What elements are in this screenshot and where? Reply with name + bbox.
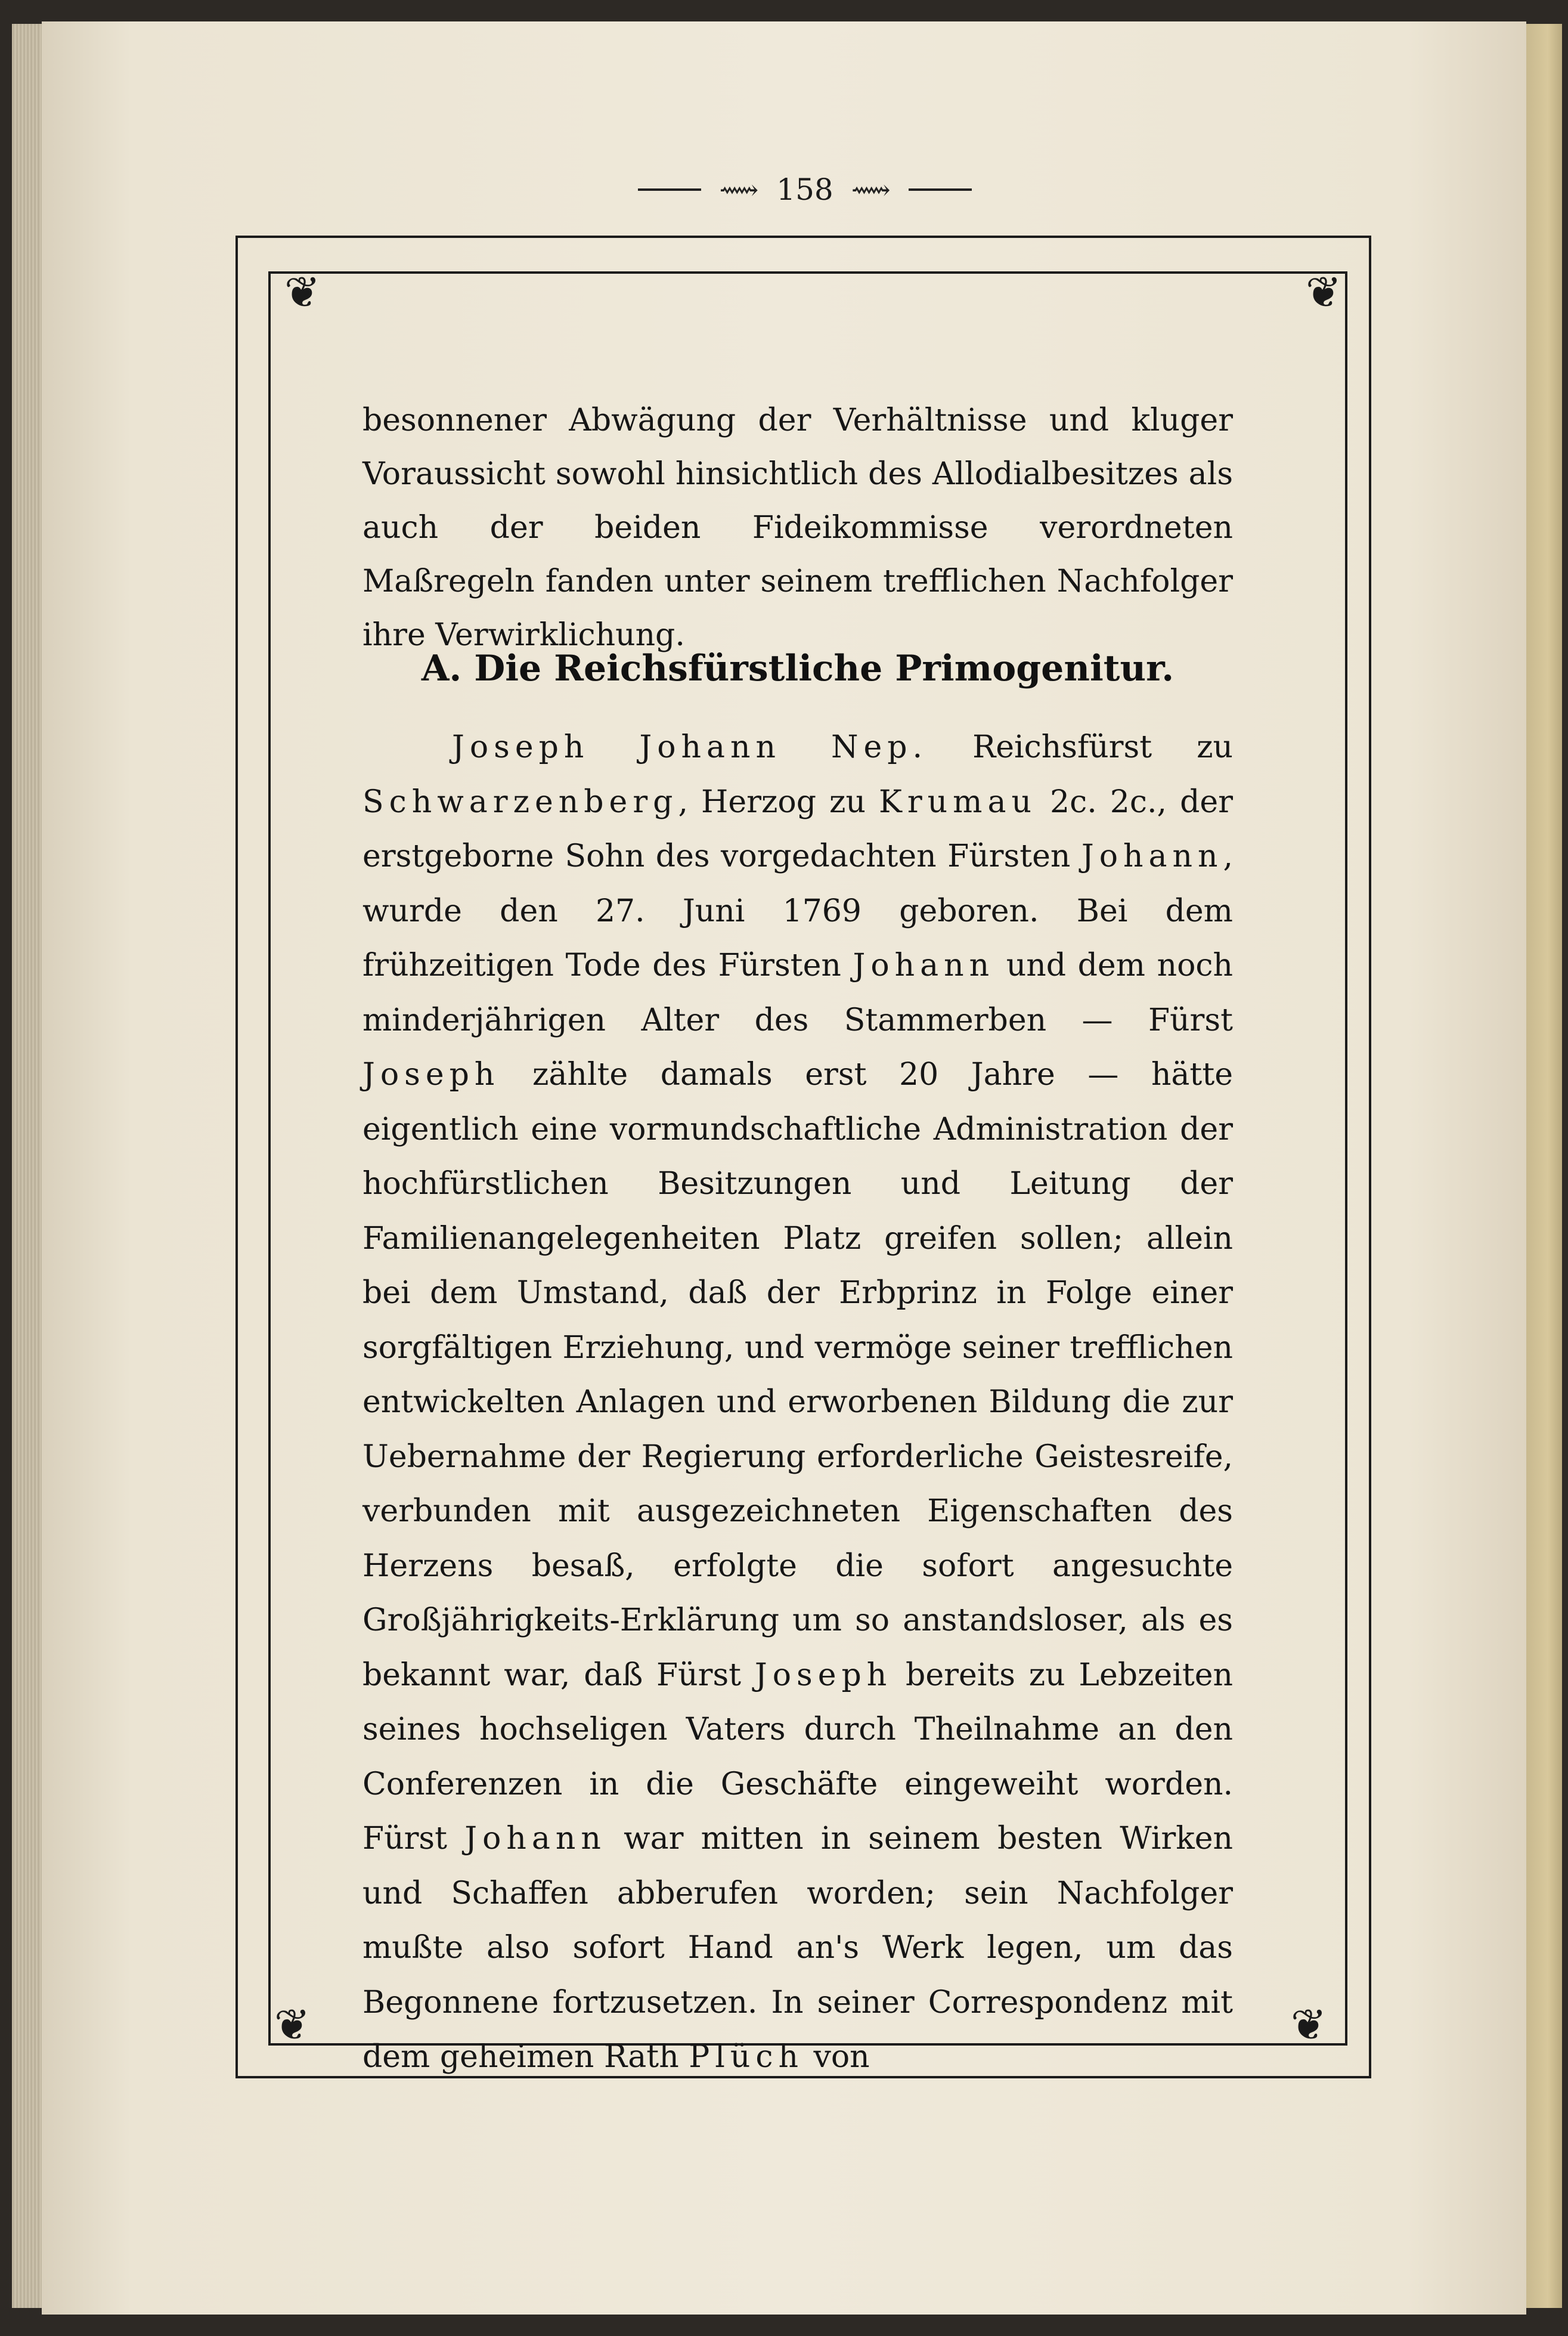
spaced-name: Johann	[464, 1821, 606, 1857]
spaced-name: Schwarzenberg	[362, 784, 678, 820]
paragraph-text: war mitten in seinem besten Wirken und Schaffen abberufen worden; sein Nachfolger mußte also sofort Hand an's Werk legen, um das Begonnene fortzusetzen. In seiner Correspondenz mit dem geheimen Rath	[362, 1821, 1233, 2075]
spaced-name: Joseph	[754, 1657, 893, 1693]
continuation-paragraph-block	[362, 394, 1233, 662]
paragraph-text: 2c. 2c., der erstgeborne Sohn des vorgedachten Fürsten	[362, 784, 1233, 874]
paragraph-text: , Herzog zu	[678, 784, 879, 820]
spaced-name: Krumau	[878, 784, 1037, 820]
header-rule-left	[638, 188, 701, 191]
right-page-edge	[1526, 24, 1562, 2308]
spaced-name: Plüch	[689, 2039, 804, 2075]
corner-ornament-bottom-right-icon: ❦	[1290, 2000, 1327, 2050]
header-rule-right	[909, 188, 972, 191]
spaced-name: Joseph	[362, 1057, 500, 1093]
page-header	[638, 166, 972, 214]
spaced-name: Johann	[853, 948, 995, 983]
corner-ornament-top-right-icon: ❦	[1305, 267, 1342, 317]
paragraph-text: von	[803, 2039, 870, 2075]
main-paragraph	[362, 720, 1233, 2085]
corner-ornament-top-left-icon: ❦	[284, 267, 321, 317]
section-heading: A. Die Reichsfürstliche Primogenitur.	[421, 648, 1175, 689]
paragraph-text: bereits zu Lebzeiten seines hochseligen Vaters durch Theilnahme an den Conferenzen in die Geschäfte eingeweiht worden. Fürst	[362, 1657, 1233, 1857]
page-number: 158	[776, 172, 833, 207]
paragraph-text: Reichsfürst zu	[928, 729, 1233, 765]
continuation-paragraph: besonnener Abwägung der Verhältnisse und kluger Voraussicht sowohl hinsichtlich des Allodialbesitzes als auch der beiden Fideikommisse verordneten Maßregeln fanden unter seinem trefflichen Nachfolger ihre Verwirklichung.	[362, 403, 1233, 653]
paragraph-text: , wurde den 27. Juni 1769 geboren. Bei dem frühzeitigen Tode des Fürsten	[362, 839, 1233, 983]
header-ornament-right-icon: ⟿	[851, 174, 891, 206]
header-ornament-left-icon: ⟿	[719, 174, 759, 206]
spaced-name: Johann	[1081, 839, 1223, 874]
corner-ornament-bottom-left-icon: ❦	[274, 2000, 311, 2050]
spaced-name: Joseph Johann Nep.	[452, 729, 928, 765]
paragraph-text: und dem noch minderjährigen Alter des Stammerben — Fürst	[362, 948, 1233, 1038]
main-paragraph-block	[362, 720, 1233, 2085]
paragraph-text: zählte damals erst 20 Jahre — hätte eigentlich eine vormundschaftliche Administration der hochfürstlichen Besitzungen und Leitung der Familienangelegenheiten Platz greifen sollen; allein bei dem Umstand, daß der Erbprinz in Folge einer sorgfältigen Erziehung, und vermöge seiner trefflichen entwickelten Anlagen und erworbenen Bildung die zur Uebernahme der Regierung erforderliche Geistesreife, verbunden mit ausgezeichneten Eigenschaften des Herzens besaß, erfolgte die sofort angesuchte Großjährigkeits-Erklärung um so anstandsloser, als es bekannt war, daß Fürst	[362, 1057, 1233, 1693]
